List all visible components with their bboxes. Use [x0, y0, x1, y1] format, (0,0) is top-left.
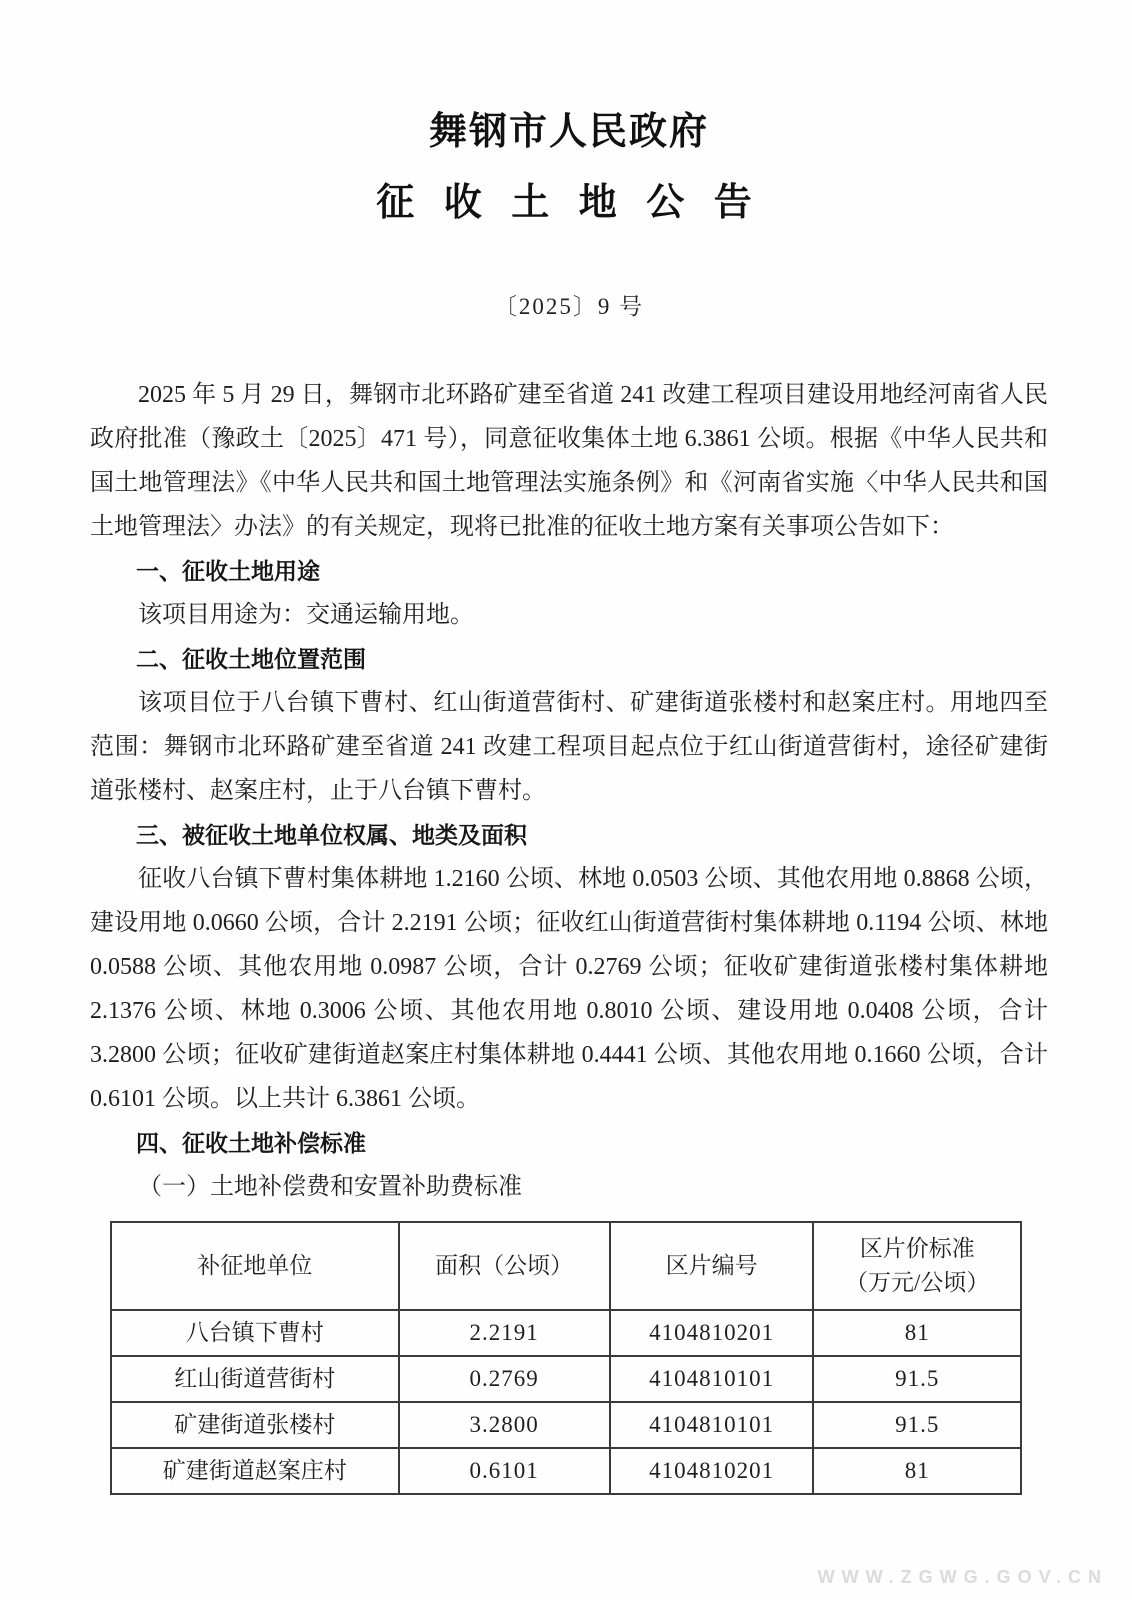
- table-row: [111, 1356, 1021, 1402]
- table-row: [111, 1402, 1021, 1448]
- cell-area: 3.2800: [399, 1402, 610, 1448]
- table-header-row: [111, 1222, 1021, 1310]
- document-content: [0, 100, 1132, 1495]
- intro-paragraph: 2025 年 5 月 29 日，舞钢市北环路矿建至省道 241 改建工程项目建设用地经河南省人民政府批准（豫政土〔2025〕471 号），同意征收集体土地 6.3861 公顷。根据《中华人民共和国土地管理法》《中华人民共和国土地管理法实施条例》和《河南省实施〈中华人民共和国土地管理法〉办法》的有关规定，现将已批准的征收土地方案有关事项公告如下：: [90, 382, 1048, 540]
- compensation-table-body: [111, 1310, 1021, 1494]
- cell-unit: 矿建街道赵案庄村: [111, 1448, 399, 1494]
- section-1-body: 该项目用途为：交通运输用地。: [138, 602, 474, 628]
- cell-price: 91.5: [813, 1356, 1021, 1402]
- document-subtitle: 征 收 土 地 公 告: [376, 182, 762, 224]
- section-3-body: 征收八台镇下曹村集体耕地 1.2160 公顷、林地 0.0503 公顷、其他农用地 0.8868 公顷，建设用地 0.0660 公顷，合计 2.2191 公顷；征收红山街道营街村集体耕地 0.1194 公顷、林地 0.0588 公顷、其他农用地 0.0987 公顷，合计 0.2769 公顷；征收矿建街道张楼村集体耕地 2.1376 公顷、林地 0.3006 公顷、其他农用地 0.8010 公顷、建设用地 0.0408 公顷，合计 3.2800 公顷；征收矿建街道赵案庄村集体耕地 0.4441 公顷、其他农用地 0.1660 公顷，合计 0.6101 公顷。以上共计 6.3861 公顷。: [90, 866, 1048, 1112]
- table-row: [111, 1310, 1021, 1356]
- cell-price: 91.5: [813, 1402, 1021, 1448]
- table-header-unit: 补征地单位: [111, 1222, 399, 1310]
- cell-unit: 红山街道营街村: [111, 1356, 399, 1402]
- table-row: [111, 1448, 1021, 1494]
- cell-price: 81: [813, 1310, 1021, 1356]
- cell-block-code: 4104810101: [610, 1356, 814, 1402]
- table-header-price: [813, 1222, 1021, 1310]
- section-1-heading: 一、征收土地用途: [136, 558, 320, 584]
- section-2-heading: 二、征收土地位置范围: [136, 646, 366, 672]
- website-watermark: WWW.ZGWG.GOV.CN: [817, 1567, 1108, 1587]
- compensation-table: [110, 1221, 1022, 1495]
- cell-price: 81: [813, 1448, 1021, 1494]
- table-header-price-line2: （万元/公顷）: [845, 1270, 990, 1295]
- compensation-table-header: [111, 1222, 1021, 1310]
- document-number: 〔2025〕9 号: [493, 294, 645, 319]
- cell-block-code: 4104810101: [610, 1402, 814, 1448]
- document-body: [90, 373, 1048, 1495]
- cell-area: 0.6101: [399, 1448, 610, 1494]
- table-header-area: 面积（公顷）: [399, 1222, 610, 1310]
- cell-block-code: 4104810201: [610, 1310, 814, 1356]
- table-header-block-code: 区片编号: [610, 1222, 814, 1310]
- section-2-body: 该项目位于八台镇下曹村、红山街道营街村、矿建街道张楼村和赵案庄村。用地四至范围：舞钢市北环路矿建至省道 241 改建工程项目起点位于红山街道营街村，途径矿建街道张楼村、赵案庄村，止于八台镇下曹村。: [90, 690, 1048, 804]
- cell-area: 2.2191: [399, 1310, 610, 1356]
- subsection-1-title: （一）土地补偿费和安置补助费标准: [138, 1174, 522, 1200]
- table-header-price-line1: 区片价标准: [859, 1236, 975, 1261]
- cell-block-code: 4104810201: [610, 1448, 814, 1494]
- cell-area: 0.2769: [399, 1356, 610, 1402]
- section-4-heading: 四、征收土地补偿标准: [136, 1130, 366, 1156]
- document-title: 舞钢市人民政府: [428, 111, 709, 153]
- section-3-heading: 三、被征收土地单位权属、地类及面积: [136, 822, 527, 848]
- cell-unit: 八台镇下曹村: [111, 1310, 399, 1356]
- cell-unit: 矿建街道张楼村: [111, 1402, 399, 1448]
